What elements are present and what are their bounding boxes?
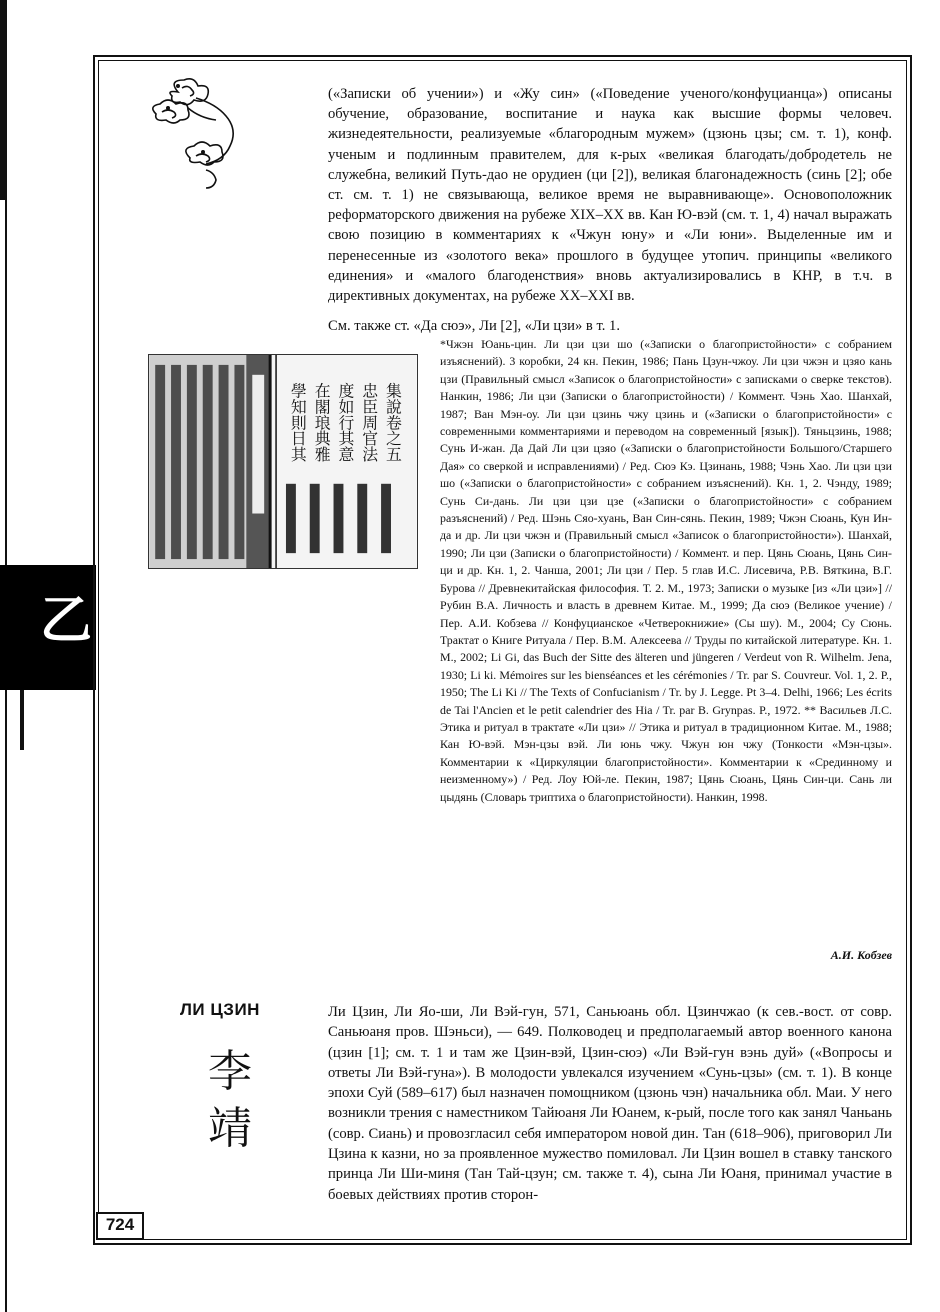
section-tab [0, 565, 96, 690]
bibliography: *Чжэн Юань-цин. Ли цзи цзи шо («Записки о благопристойности» с собранием изъяснений). 3 коробки, 24 кн. Пекин, 1986; Пань Цзун-чжоу. Ли цзи чжэн и цзяо кань цзи (Правильный смысл «Записок о благопристойности» с записками о сверке текстов). Нанкин, 1986; Ли цзи (Записки о благопристойности) / Коммент. Чэнь Хао. Шанхай, 1987; Ван Мэн-оу. Ли цзи цзинь чжу цзинь и («Записки о благопристойности» с современными комментариями и переводом на современный [язык]). Тяньцзинь, 1988; Сунь И-жан. Да Дай Ли цзи цзяо («Записки о благопристойности Большого/Старшего Дая» со сверкой и исправлениями) / Ред. Сюэ Кэ. Цзинань, 1988; Чэнь Хао. Ли цзи цзи шо («Записки о благопристойности» с собранием изъяснений). Кн. 1, 2. Чэнду, 1989; Сунь Си-дань. Ли цзи цзи цзе («Записки о благопристойности» с собранием разъяснений) / Ред. Шэнь Сяо-хуань, Ван Син-сянь. Пекин, 1989; Чжэн Сюань, Кун Ин-да и др. Ли цзи чжэн и (Правильный смысл «Записок о благопристойности»). Шанхай, 1990; Ли цзи (Записки о благопристойности) / Коммент. и пер. Цянь Сюань, Цянь Син-ци и др. Кн. 1, 2. Чанша, 2001; Ли цзи / Пер. 5 глав И.С. Лисевича, Р.В. Вяткина, В.Г. Бурова // Древнекитайская философия. Т. 2. М., 1973; Записки о музыке [из «Ли цзи»] // Рубин В.А. Личность и власть в древнем Китае. М., 1999; Да сюэ (Великое учение) / Пер. А.И. Кобзева // Конфуцианское «Четверокнижие» (Сы шу). М., 2004; Су Сюнь. Трактат о Книге Ритуала / Пер. В.М. Алексеева // Труды по китайской литературе. Кн. 1. М., 2002; Li Gi, das Buch der Sitte des älteren und jüngeren / Verdeut von R. Wilhelm. Jena, 1930; Li ki. Mémoires sur les bienséances et les cérémonies / Tr. par S. Couvreur. Vol. 1, 2. P., 1950; The Li Ki // The Texts of Confucianism / Tr. by J. Legge. Pt 3–4. Delhi, 1966; Les écrits de Tai l'Ancien et le petit calendrier des Hia / Tr. par B. Grynpas. P., 1972. ** Васильев Л.С. Этика и ритуал в трактате «Ли цзи» // Этика и ритуал в традиционном Китае. М., 1988; Кан Ю-вэй. Мэн-цзы вэй. Ли юнь чжу. Чжун юн чжу (Тонкости «Мэн-цзы». Комментарии к «Циркуляции благопристойности». Комментарии к «Срединному и неизменному») / Ред. Лоу Юй-ле. Пекин, 1987; Цянь Сюань, Цянь Син-ци. Сань ли цыдянь (Словарь триптиха о благопристойности). Нанкин, 1998. [440, 337, 892, 804]
see-also: См. также ст. «Да сюэ», Ли [2], «Ли цзи» в т. 1. [328, 318, 620, 334]
entry-body: Ли Цзин, Ли Яо-ши, Ли Вэй-гун, 571, Саньюань обл. Цзинчжао (к сев.-вост. от совр. Саньюаня пров. Шэньси), — 649. Полководец и предполагаемый автор военного канона (цзин [1]; см. т. 1 и там же Цзин-вэй, Цзин-сюэ) «Ли Вэй-гун вэнь дуй» («Вопросы и ответы Ли Вэй-гуна»). В молодости увлекался изучением «Сунь-цзы» (см. т. 1). В конце эпохи Суй (589–617) был назначен помощником (цзюнь чэн) начальника обл. Маи. У него возникли трения с наместником Тайюаня Ли Юанем, к-рый, после того как занял Чаньань (совр. Сиань) и провозгласил себя императором новой дин. Тан (618–906), приговорил Ли Цзина к казни, но за проявленное мужество помиловал. Ли Цзин вошел в ставку танского принца Ли Ши-миня (Тан Тай-цзун; см. также т. 4), сына Ли Юаня, принимал участие в боевых действиях против сторон- [328, 1004, 892, 1203]
article-author: А.И. Кобзев [830, 948, 892, 962]
page-number: 724 [105, 1215, 135, 1234]
illustration-column: 在閣琅典雅 [312, 382, 332, 462]
entry-character: 靖 [208, 1103, 252, 1154]
entry-heading: ЛИ ЦЗИН [180, 1000, 260, 1019]
illustration-column: 忠臣周官法 [359, 382, 379, 462]
section-tab-glyph: 乙 [40, 590, 93, 651]
illustration-column: 集說卷之五 [383, 382, 403, 462]
cloud-ornament-icon [148, 78, 253, 190]
illustration-column: 學知則日其 [288, 382, 308, 462]
woodblock-print-illustration [148, 354, 418, 569]
illustration-column: 度如行其意 [335, 382, 355, 462]
entry-character: 李 [208, 1046, 252, 1097]
article-body: («Записки об учении») и «Жу син» («Поведение ученого/конфуцианца») описаны обучение, образование, воспитание и наука как высшие формы человеч. жизнедеятельности, реализуемые «благородным мужем» (цзюнь цзы; см. т. 1), конф. ученым и подлинным правителем, для к-рых «великая благодать/добродетель не служебна, великий Путь-дао не орудиен (ци [2]), великая благонадежность (синь [2]; обе ст. см. т. 1) не связывающа, великое время не выравнивающе». Основоположник реформаторского движения на рубеже XIX–XX вв. Кан Ю-вэй (см. т. 1, 4) начал выражать свою позицию в комментариях к «Чжун юну» и «Ли юни». Выделенные им и перенесенные из «золотого века» прошлого в будущее утопич. принципы «великого единения» и «малого благоденствия» вновь актуализировались в КНР, в т.ч. в директивных документах, на рубеже XX–XXI вв. [328, 86, 892, 305]
